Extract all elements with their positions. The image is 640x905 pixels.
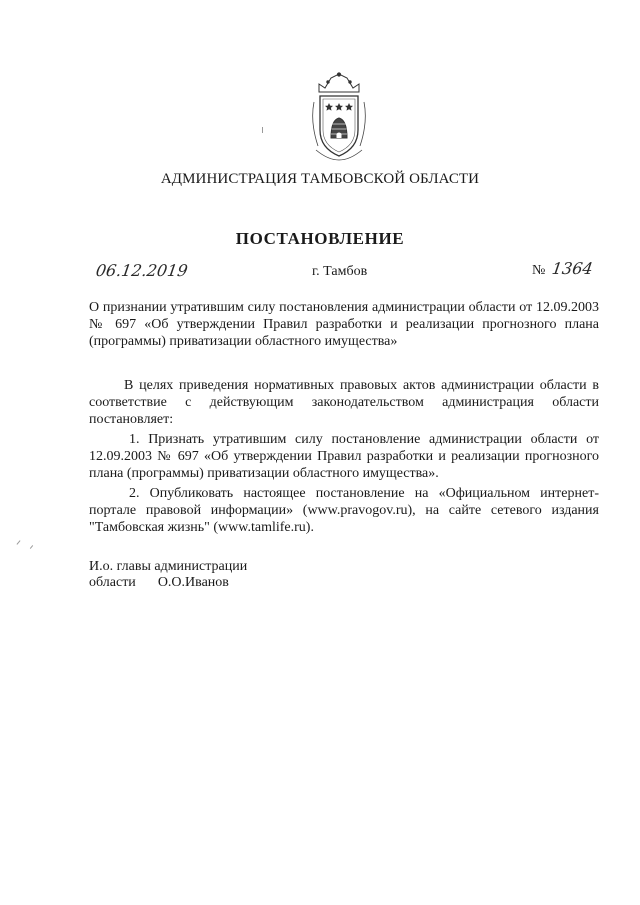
tambov-coat-of-arms-icon	[298, 72, 380, 162]
document-number-label: №	[532, 263, 546, 278]
signature-row	[89, 575, 247, 591]
document-date: 06.12.2019	[94, 261, 189, 280]
signatory-name: О.О.Иванов	[157, 575, 229, 590]
resolution-item-1: 1. Признать утратившим силу постановление администрации области от 12.09.2003 № 697 «Об утверждении Правил разработки и реализации прогнозного плана (программы) приватизации областного имущества».	[89, 432, 599, 481]
scan-mark	[30, 545, 33, 549]
document-type-title: ПОСТАНОВЛЕНИЕ	[235, 229, 405, 248]
document-number: 1364	[550, 259, 595, 278]
signatory-position-line1: И.о. главы администрации	[89, 559, 248, 574]
resolution-item-2: 2. Опубликовать настоящее постановление на «Официальном интернет-портале правовой информации» (www.pravogov.ru), на сайте сетевого издания "Тамбовская жизнь" (www.tamlife.ru).	[89, 486, 599, 535]
preamble-paragraph: В целях приведения нормативных правовых актов администрации области в соответствие с действующим законодательством администрация области постановляет:	[89, 378, 599, 427]
scan-mark	[17, 540, 21, 544]
signatory-position-line2: области	[89, 575, 136, 590]
signature-block	[89, 559, 247, 591]
scan-mark	[262, 127, 263, 133]
document-title: О признании утратившим силу постановления администрации области от 12.09.2003 № 697 «Об утверждении Правил разработки и реализации прогнозного плана (программы) приватизации областного имущества»	[89, 300, 599, 349]
document-city: г. Тамбов	[312, 264, 368, 279]
organization-name: АДМИНИСТРАЦИЯ ТАМБОВСКОЙ ОБЛАСТИ	[160, 171, 480, 187]
